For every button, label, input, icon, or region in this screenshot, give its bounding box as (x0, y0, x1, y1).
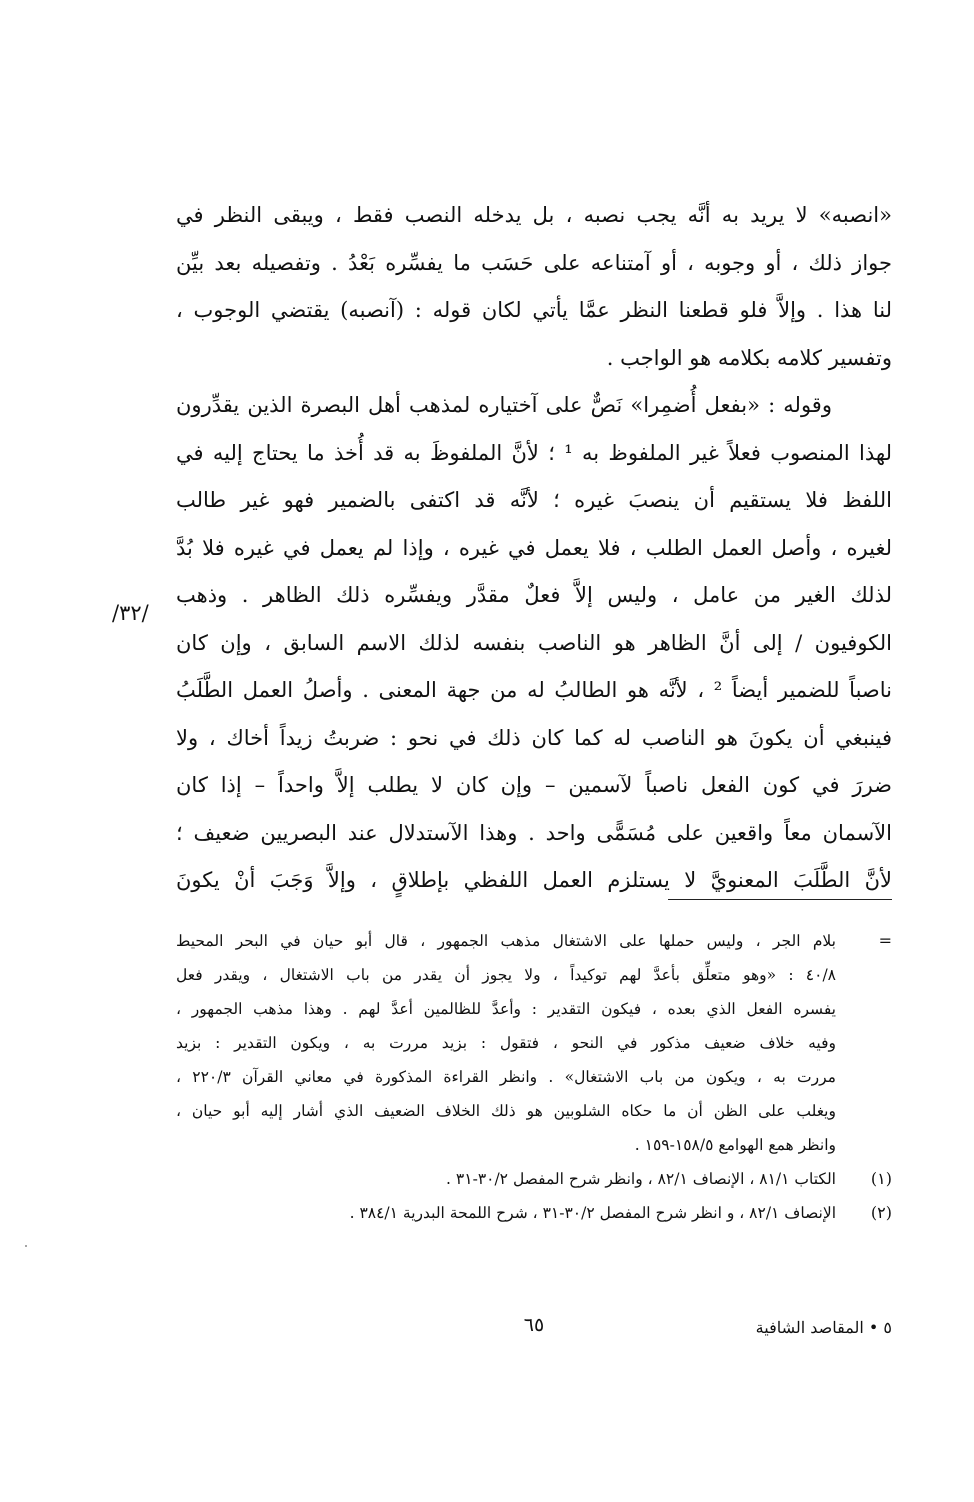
main-text-line: جواز ذلك ، أو وجوبه ، أو آمتناعه على حَسَب ما يفسِّره بَعْدُ . وتفصيله بعد بيِّن (176, 250, 892, 275)
footnote-continuation (176, 924, 892, 1162)
footnote-2 (176, 1196, 892, 1230)
footnote-line: وانظر همع الهوامع ١٥٨/٥-١٥٩ . (634, 1136, 836, 1154)
running-footer-title: ٥ • المقاصد الشافية (755, 1318, 892, 1337)
footnote-line: ويغلب على الظن أن ما حكاه الشلوبين هو ذلك الخلاف الضعيف الذي أشار إليه أبو حيان ، (176, 1102, 836, 1120)
main-text-line: ناصباً للضمير أيضاً ² ، لأنَّه هو الطالبُ له من جهة المعنى . وأصلُ العمل الطَّلَبُ (176, 678, 892, 702)
footnote-1 (176, 1162, 892, 1196)
footnote-line: ٤٠/٨ : «وهو متعلِّق بأعدَّ لهم توكيداً ، ولا يجوز أن يقدر من باب الاشتغال ، ويقدر فعل (176, 966, 836, 984)
footnote-text: الإنصاف ٨٢/١ ، و انظر شرح المفصل ٣٠/٢-٣١ ، شرح اللمحة البدرية ٣٨٤/١ . (349, 1204, 836, 1222)
main-text-body (176, 192, 892, 905)
footnotes-section (176, 924, 892, 1230)
footnote-separator (668, 899, 892, 900)
page-footer (176, 1314, 892, 1358)
main-text-line: ضررَ في كون الفعل ناصباً لآسمين – وإن كان لا يطلب إلاَّ واحداً – إذا كان (176, 773, 892, 797)
main-text-line: لهذا المنصوب فعلاً غير الملفوظ به ¹ ؛ لأنَّ الملفوظَ به قد أُخذ ما يحتاج إليه في (176, 440, 892, 465)
main-text-line: لأنَّ الطَّلَبَ المعنويَّ لا يستلزم العمل اللفظي بإطلاقٍ ، وإلاَّ وَجَبَ أنْ يكونَ (176, 868, 892, 892)
manuscript-folio-reference: /٣٢/ (112, 601, 149, 625)
main-text-line: فينبغي أن يكونَ هو الناصب له كما كان ذلك في نحو : ضربتُ زيداً أخاك ، ولا (176, 725, 892, 750)
footnote-number: (٢) (870, 1203, 892, 1222)
footnote-text: الكتاب ٨١/١ ، الإنصاف ٨٢/١ ، وانظر شرح المفصل ٣٠/٢-٣١ . (446, 1170, 836, 1188)
main-text-line: لغيره ، وأصل العمل الطلب ، فلا يعمل في غيره ، وإذا لم يعمل في غيره فلا بُدَّ (176, 535, 892, 560)
main-text-line: الكوفيون / إلى أنَّ الظاهر هو الناصب بنفسه لذلك الاسم السابق ، وإن كان (176, 630, 892, 655)
continuation-marker: = (878, 931, 892, 950)
main-text-line: الآسمان معاً واقعين على مُسَمًّى واحد . وهذا الآستدلال عند البصريين ضعيف ؛ (176, 820, 892, 845)
main-text-line: وقوله : «بفعل أُضمِرا» نَصٌّ على آختياره لمذهب أهل البصرة الذين يقدِّرون (176, 393, 832, 417)
main-text-line: وتفسير كلامه بكلامه هو الواجب . (606, 345, 892, 370)
footnote-line: يفسره الفعل الذي بعده ، فيكون التقدير : وأعدَّ للظالمين أعدَّ لهم . وهذا مذهب الجمهور ، (176, 1000, 836, 1018)
main-text-line: لنا هذا . وإلاَّ فلو قطعنا النظر عمَّا يأتي لكان قوله : (آنصبه) يقتضي الوجوب ، (176, 298, 892, 322)
page-number: ٦٥ (523, 1314, 545, 1336)
footnote-line: بلام الجر ، وليس حملها على الاشتغال مذهب الجمهور ، قال أبو حيان في البحر المحيط (176, 932, 836, 950)
footnote-number: (١) (870, 1169, 892, 1188)
footnote-line: وفيه خلاف ضعيف مذكور في النحو ، فتقول : بزيد مررت به ، ويكون التقدير : بزيد (176, 1034, 836, 1052)
main-text-line: «انصبه» لا يريد به أنَّه يجب نصبه ، بل يدخله النصب فقط ، ويبقى النظر في (176, 203, 892, 227)
main-text-line: لذلك الغير من عامل ، وليس إلاَّ فعلٌ مقدَّر ويفسِّره ذلك الظاهر . وذهب (176, 583, 892, 607)
main-text-line: اللفظ فلا يستقيم أن ينصبَ غيره ؛ لأنَّه قد اكتفى بالضمير فهو غير طالب (176, 488, 892, 512)
scan-speck (25, 1245, 27, 1247)
footnote-line: مررت به ، ويكون من باب الاشتغال» . وانظر القراءة المذكورة في معاني القرآن ٢٢٠/٣ ، (176, 1068, 836, 1086)
